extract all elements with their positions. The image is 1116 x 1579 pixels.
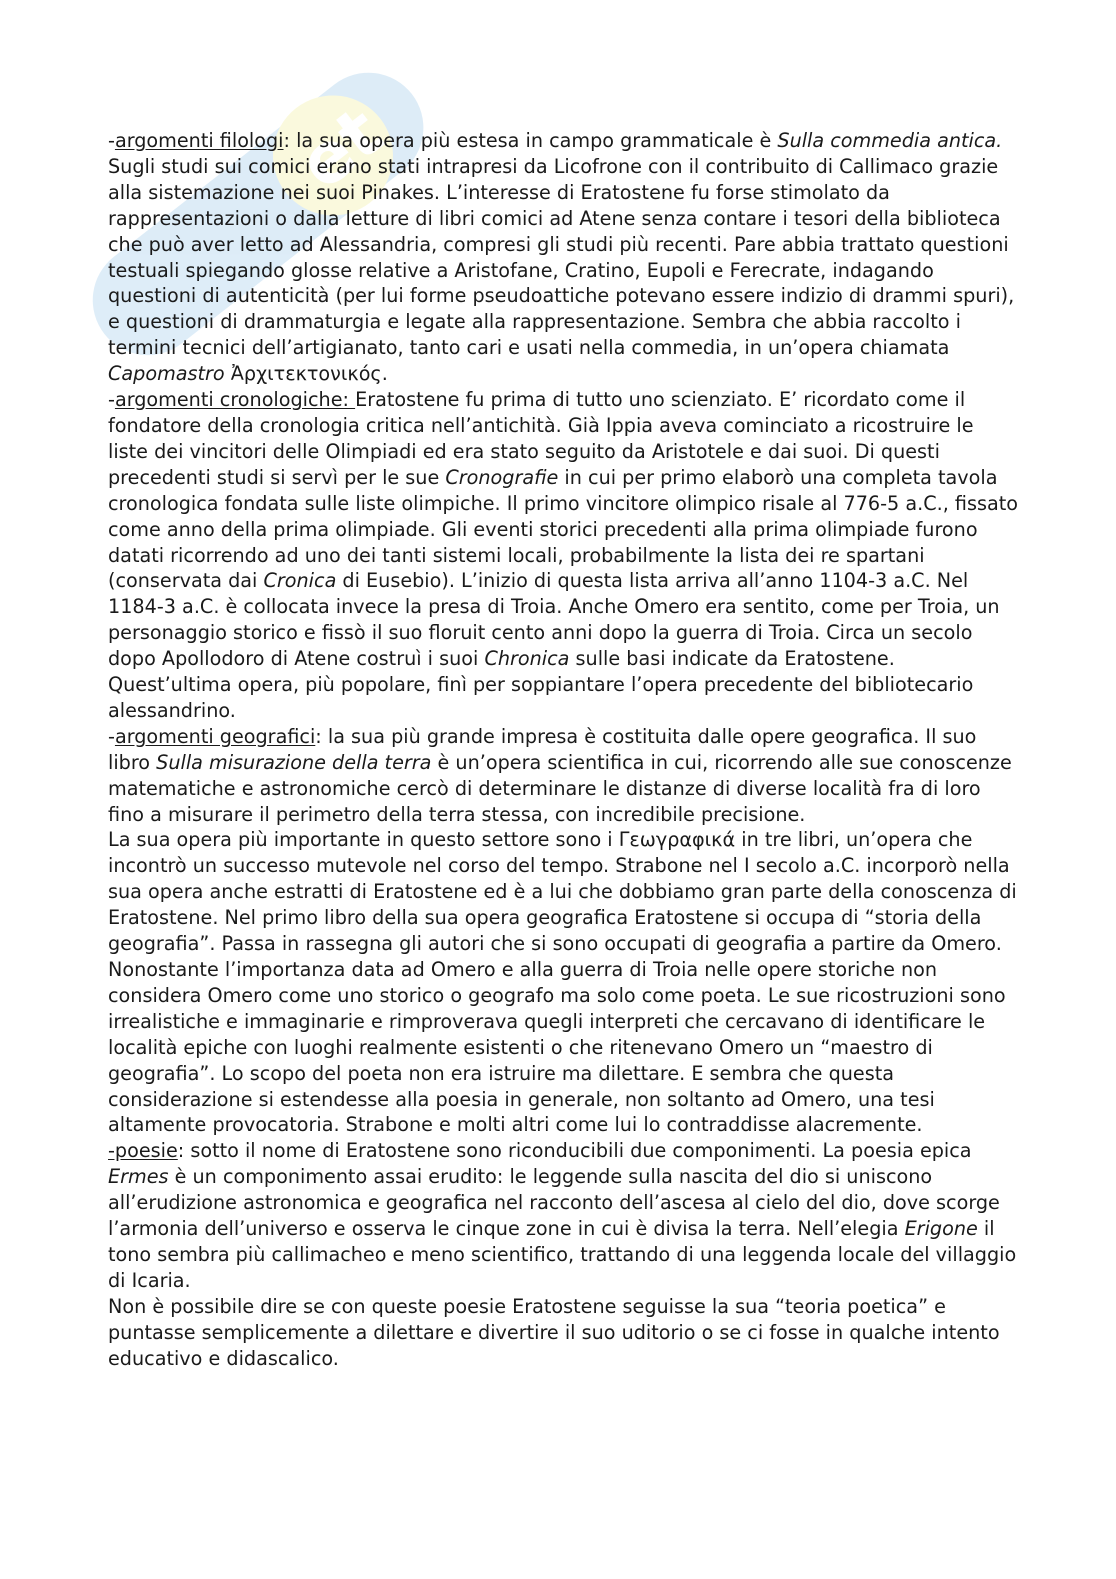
paragraph-poesie: -poesie: sotto il nome di Eratostene sono riconducibili due componimenti. La poesia epica Ermes è un componimento assai erudito: le leggende sulla nascita del dio si uniscono all’erudizione astronomica e geografica nel racconto dell’ascesa al cielo del dio, dove scorge l’armonia dell’universo e osserva le cinque zone in cui è divisa la terra. Nell’elegia Erigone il tono sembra più callimacheo e meno scientifico, trattando di una leggenda locale del villaggio di Icaria.: [108, 1139, 1017, 1292]
title-cronografie: Cronografie: [445, 465, 559, 489]
paragraph-cronologiche: -argomenti cronologiche: Eratostene fu prima di tutto uno scienziato. E’ ricordato come il fondatore della cronologia critica nell’antichità. Già Ippia aveva cominciato a ricostruire le liste dei vincitori delle Olimpiadi ed era stato seguito da Aristotele e dai suoi. Di questi precedenti studi si servì per le sue Cronografie in cui per primo elaborò una completa tavola cronologica fondata sulle liste olimpiche. Il primo vincitore olimpico risale al 776-5 a.C., fissato come anno della prima olimpiade. Gli eventi storici precedenti alla prima olimpiade furono datati ricorrendo ad uno dei tanti sistemi locali, probabilmente la lista dei re spartani (conservata dai Cronica di Eusebio). L’inizio di questa lista arriva all’anno 1104-3 a.C. Nel 1184-3 a.C. è collocata invece la presa di Troia. Anche Omero era sentito, come per Troia, un personaggio storico e fissò il suo floruit cento anni dopo la guerra di Troia. Circa un secolo dopo Apollodoro di Atene costruì i suoi Chronica sulle basi indicate da Eratostene. Quest’ultima opera, più popolare, finì per soppiantare l’opera precedente del bibliotecario alessandrino.: [108, 388, 1019, 722]
title-sulla-misurazione: Sulla misurazione della terra: [156, 750, 432, 774]
heading-argomenti-geografici: argomenti geografici: [114, 724, 316, 748]
title-capomastro: Capomastro: [108, 362, 225, 386]
heading-argomenti-cronologiche: argomenti cronologiche:: [114, 388, 356, 412]
title-ermes: Ermes: [108, 1165, 169, 1189]
title-sulla-commedia-antica: Sulla commedia antica.: [777, 129, 1003, 152]
title-erigone: Erigone: [904, 1217, 978, 1241]
heading-poesie: -poesie: [108, 1139, 178, 1163]
title-chronica: Chronica: [484, 647, 570, 671]
paragraph-geografici: -argomenti geografici: la sua più grande impresa è costituita dalle opere geografica. Il suo libro Sulla misurazione della terra è un’opera scientifica in cui, ricorrendo alle sue conoscenze matematiche e astronomiche cercò di determinare le distanze di diverse località fra di loro fino a misurare il perimetro della terra stessa, con incredibile precisione.: [108, 724, 1012, 826]
title-cronica: Cronica: [263, 569, 337, 593]
heading-argomenti-filologi: argomenti filologi: [114, 129, 284, 152]
paragraph-geographika: La sua opera più importante in questo settore sono i Γεωγραφικά in tre libri, un’opera che incontrò un successo mutevole nel corso del tempo. Strabone nel I secolo a.C. incorporò nella sua opera anche estratti di Eratostene ed è a lui che dobbiamo gran parte della conoscenza di Eratostene. Nel primo libro della sua opera geografica Eratostene si occupa di “storia della geografia”. Passa in rassegna gli autori che si sono occupati di geografia a partire da Omero. Nonostante l’importanza data ad Omero e alla guerra di Troia nelle opere storiche non considera Omero come uno storico o geografo ma solo come poeta. Le sue ricostruzioni sono irrealistiche e immaginarie e rimproverava quegli interpreti che cercavano di identificare le località epiche con luoghi realmente esistenti o che ritenevano Omero un “maestro di geografia”. Lo scopo del poeta non era istruire ma dilettare. E sembra che questa considerazione si estendesse alla poesia in generale, non soltanto ad Omero, una tesi altamente provocatoria. Strabone e molti altri come lui lo contraddisse alacremente.: [108, 828, 1017, 1137]
watermark-text: et: [283, 90, 398, 206]
document-body: [108, 128, 1018, 1372]
paragraph-filologi: -argomenti filologi: la sua opera più estesa in campo grammaticale è Sulla commedia antica. Sugli studi sui comici erano stati intrapresi da Licofrone con il contribuito di Callimaco grazie alla sistemazione nei suoi Pinakes. L’interesse di Eratostene fu forse stimolato da rappresentazioni o dalla letture di libri comici ad Atene senza contare i tesori della biblioteca che può aver letto ad Alessandria, compresi gli studi più recenti. Pare abbia trattato questioni testuali spiegando glosse relative a Aristofane, Cratino, Eupoli e Ferecrate, indagando questioni di autenticità (per lui forme pseudoattiche potevano essere indizio di drammi spuri), e questioni di drammaturgia e legate alla rappresentazione. Sembra che abbia raccolto i termini tecnici dell’artigianato, tanto cari e usati nella commedia, in un’opera chiamata Capomastro Ἀρχιτεκτονικός.: [108, 129, 1015, 386]
paragraph-conclusione: Non è possibile dire se con queste poesie Eratostene seguisse la sua “teoria poetica” e puntasse semplicemente a dilettare e divertire il suo uditorio o se ci fosse in qualche intento educativo e didascalico.: [108, 1294, 1000, 1370]
